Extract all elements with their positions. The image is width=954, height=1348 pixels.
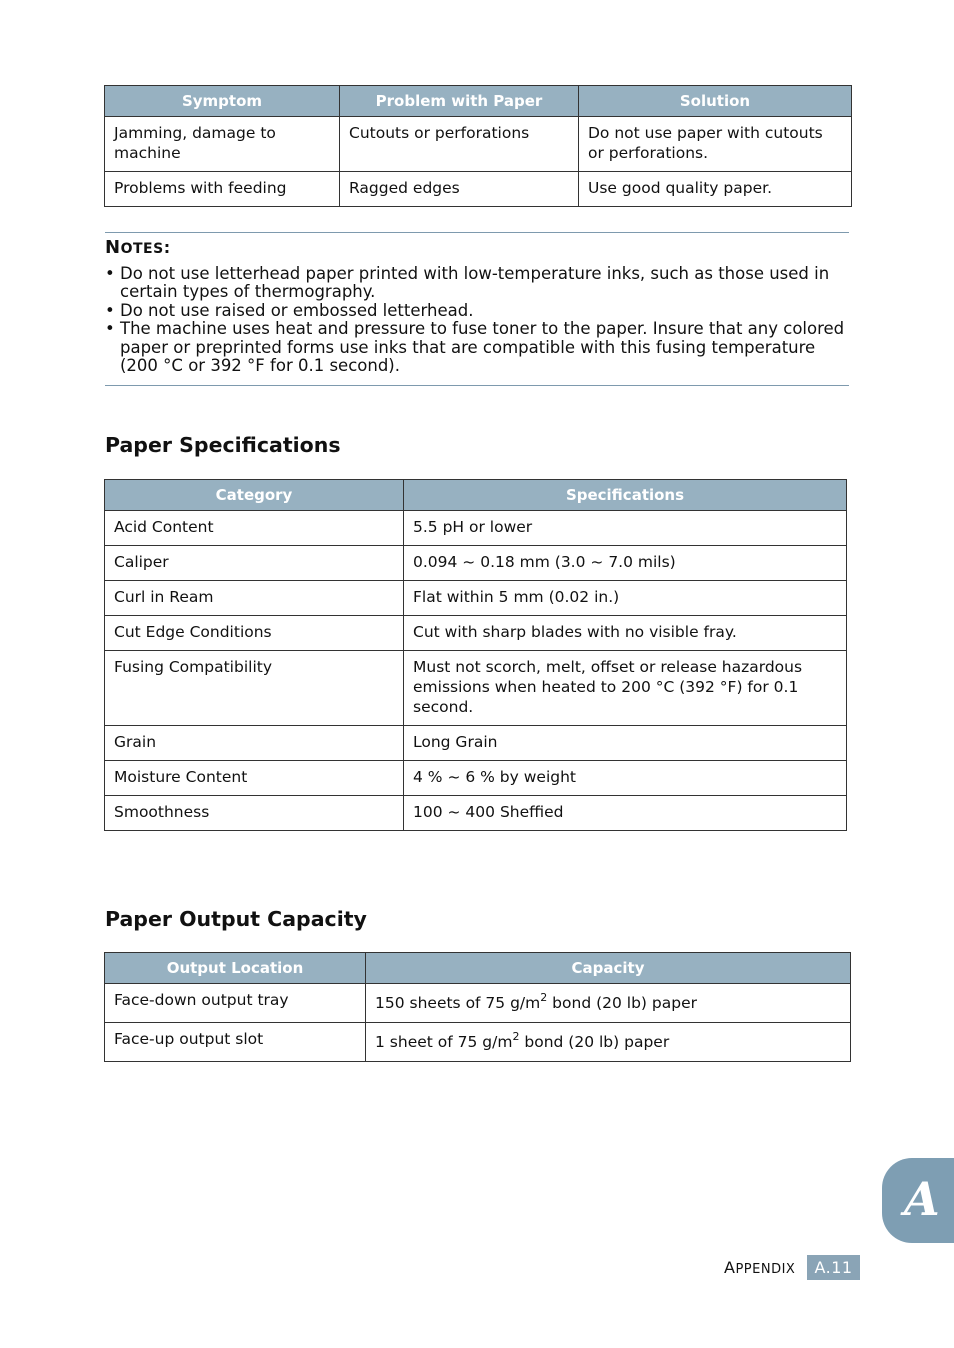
- paper-problems-table: [104, 85, 852, 207]
- notes-title: [105, 239, 849, 259]
- table-cell: [366, 1023, 851, 1062]
- column-header: Category: [105, 480, 404, 511]
- table-cell: Do not use paper with cutouts or perforations.: [579, 117, 852, 172]
- notes-title-rest: OTES: [120, 241, 164, 257]
- table-cell: Problems with feeding: [105, 172, 340, 207]
- table-cell: [366, 984, 851, 1023]
- table-row: [105, 651, 847, 726]
- appendix-tab: [882, 1158, 954, 1243]
- table-cell: 100 ~ 400 Sheffied: [404, 796, 847, 831]
- table-cell: 0.094 ~ 0.18 mm (3.0 ~ 7.0 mils): [404, 546, 847, 581]
- column-header: Capacity: [366, 953, 851, 984]
- table-cell: Acid Content: [105, 511, 404, 546]
- section-title-paper-specifications: Paper Specifications: [105, 433, 341, 457]
- table-header-row: [105, 480, 847, 511]
- table-cell: Must not scorch, melt, offset or release hazardous emissions when heated to 200 °C (392 °F) for 0.1 second.: [404, 651, 847, 726]
- table-row: [105, 117, 852, 172]
- footer-label-initial: A: [724, 1258, 736, 1277]
- table-row: [105, 761, 847, 796]
- table-cell: Long Grain: [404, 726, 847, 761]
- paper-output-capacity-table: [104, 952, 851, 1062]
- table-cell: Face-down output tray: [105, 984, 366, 1023]
- table-row: [105, 796, 847, 831]
- table-header-row: [105, 86, 852, 117]
- column-header: Specifications: [404, 480, 847, 511]
- table-cell: Fusing Compatibility: [105, 651, 404, 726]
- appendix-tab-letter: A: [904, 1172, 940, 1226]
- column-header: Symptom: [105, 86, 340, 117]
- table-cell: Curl in Ream: [105, 581, 404, 616]
- table-row: [105, 726, 847, 761]
- superscript: 2: [540, 991, 548, 1004]
- list-item: • Do not use letterhead paper printed with low-temperature inks, such as those used in certain types of thermography.: [105, 265, 849, 302]
- table-row: [105, 984, 851, 1023]
- column-header: Solution: [579, 86, 852, 117]
- notes-list: [105, 265, 849, 376]
- table-cell: Cutouts or perforations: [340, 117, 579, 172]
- footer-label: [724, 1258, 795, 1277]
- table-cell: Grain: [105, 726, 404, 761]
- table-cell: Face-up output slot: [105, 1023, 366, 1062]
- table-cell: Flat within 5 mm (0.02 in.): [404, 581, 847, 616]
- table-cell: Smoothness: [105, 796, 404, 831]
- table-cell: Cut Edge Conditions: [105, 616, 404, 651]
- list-item: • Do not use raised or embossed letterhead.: [105, 302, 849, 321]
- table-cell: Cut with sharp blades with no visible fray.: [404, 616, 847, 651]
- table-cell: Use good quality paper.: [579, 172, 852, 207]
- footer-label-rest: PPENDIX: [735, 1262, 796, 1277]
- notes-box: [105, 232, 849, 386]
- capacity-text: bond (20 lb) paper: [519, 1033, 670, 1051]
- table-cell: Moisture Content: [105, 761, 404, 796]
- capacity-text: 150 sheets of 75 g/m: [375, 994, 541, 1012]
- notes-title-colon: :: [163, 238, 171, 257]
- column-header: Problem with Paper: [340, 86, 579, 117]
- table-row: [105, 546, 847, 581]
- table-cell: Jamming, damage to machine: [105, 117, 340, 172]
- column-header: Output Location: [105, 953, 366, 984]
- table-cell: 4 % ~ 6 % by weight: [404, 761, 847, 796]
- table-row: [105, 172, 852, 207]
- table-row: [105, 1023, 851, 1062]
- capacity-text: bond (20 lb) paper: [547, 994, 697, 1012]
- notes-title-initial: N: [105, 237, 121, 258]
- table-row: [105, 616, 847, 651]
- table-cell: Ragged edges: [340, 172, 579, 207]
- table-row: [105, 581, 847, 616]
- section-title-paper-output-capacity: Paper Output Capacity: [105, 907, 367, 931]
- page-number: A.11: [807, 1255, 860, 1280]
- table-row: [105, 511, 847, 546]
- paper-specifications-table: [104, 479, 847, 831]
- superscript: 2: [512, 1030, 520, 1043]
- capacity-text: 1 sheet of 75 g/m: [375, 1033, 513, 1051]
- table-cell: Caliper: [105, 546, 404, 581]
- table-cell: 5.5 pH or lower: [404, 511, 847, 546]
- table-header-row: [105, 953, 851, 984]
- list-item: • The machine uses heat and pressure to fuse toner to the paper. Insure that any colored paper or preprinted forms use inks that are compatible with this fusing temperature (200 °C or 392 °F for 0.1 second).: [105, 320, 849, 376]
